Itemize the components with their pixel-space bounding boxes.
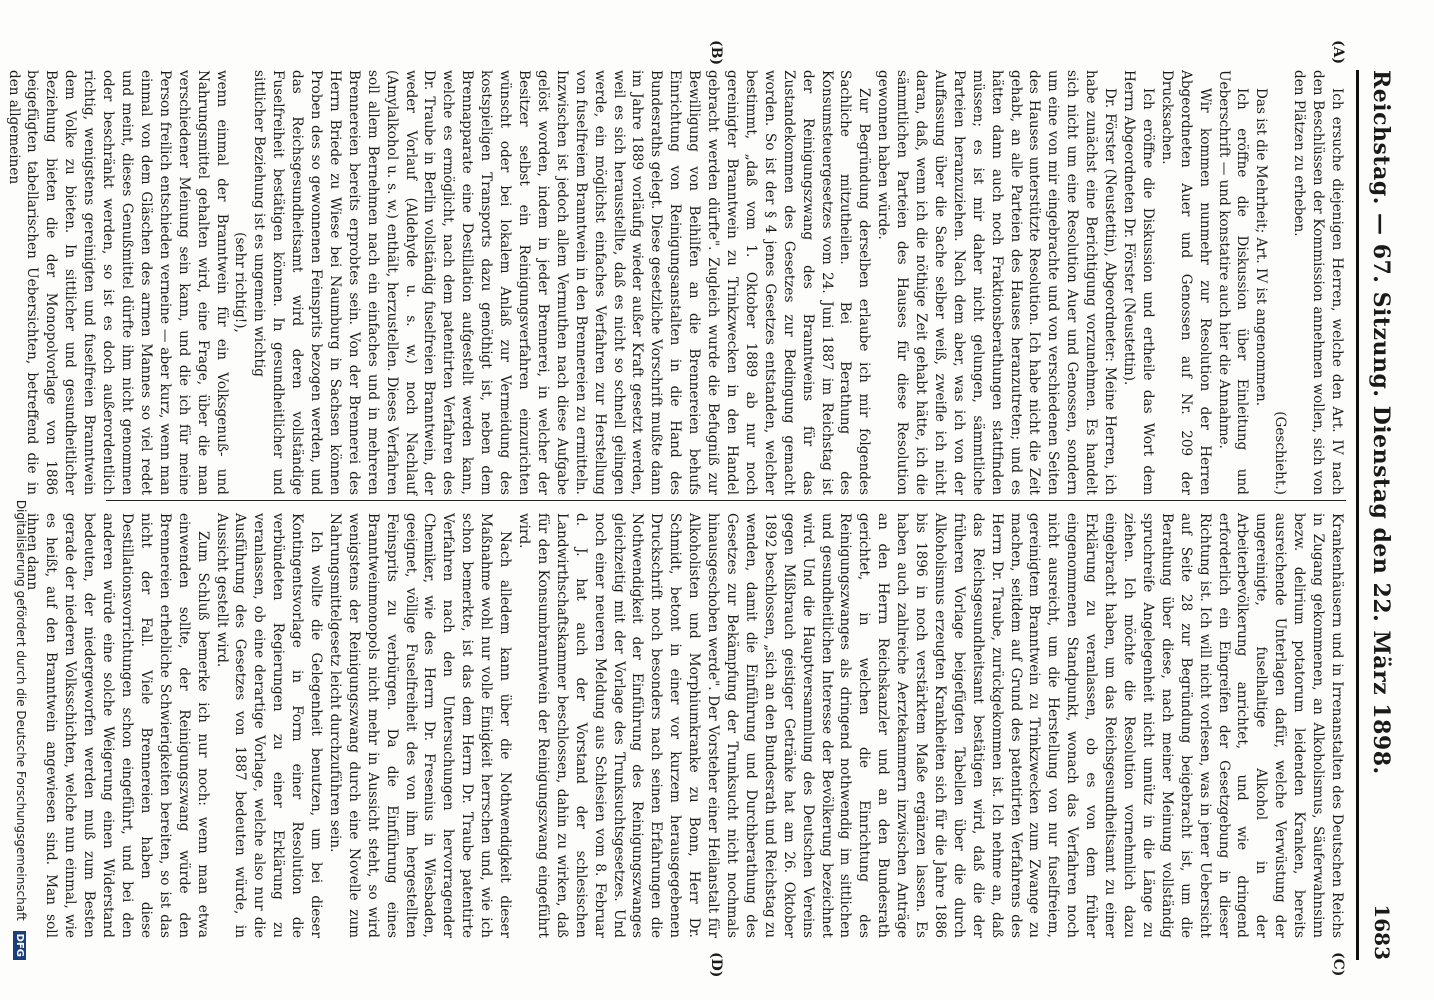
paragraph: wenn einmal der Branntwein für ein Volksgenuß- und Nahrungsmittel gehalten wird, eine Frage, über die man verschiedener Meinung sein kann, und die ich für meine Person freilich entschieden verneine — aber kurz, wenn man einmal von dem Gläschen des armen Mannes so viel redet und meint, dieses Genußmittel dürfte ihm nicht genommen oder beschränkt werden, so ist es doch außerordentlich richtig, wenigstens gereinigten und fuselfreien Branntwein dem Volke zu bieten. In sittlicher und gesundheitlicher Beziehung bieten die der Monopolvorlage von 1886 beigefügten tabellarischen Uebersichten, betreffend die in den allgemeinen — [5, 70, 230, 495]
header-rule — [1356, 70, 1359, 960]
paragraph: Das ist die Mehrheit; Art. IV ist angenommen. — [1253, 88, 1270, 407]
margin-marker-c: (C) — [1330, 952, 1346, 977]
dfg-logo-icon: DFG — [13, 931, 26, 960]
right-column — [23, 513, 1346, 938]
margin-marker-d: (D) — [708, 952, 724, 978]
column-divider — [106, 500, 1346, 501]
paragraph: Wir kommen nunmehr zur Resolution der Herren Abgeordneten Auer und Genossen auf Nr. 209 der Drucksachen. — [1158, 70, 1213, 495]
running-title: Reichstag. — 67. Sitzung. Dienstag den 22. März 1898. — [1368, 70, 1394, 775]
paragraph: Nach alledem kann über die Nothwendigkeit dieser Maßnahme wohl nur volle Einigkeit herrschen und, wie ich schon bemerkte, ist das dem Herrn Dr. Traube patentirte Verfahren nach den Untersuchungen hervorragender Chemiker, wie des Herrn Dr. Fresenius in Wiesbaden, geeignet, völlige Fuselfreiheit des von ihm hergestellten Feinsprits zu verbürgen. Da die Einführung eines Branntweinmonopols nicht mehr in Aussicht steht, so wird wenigstens der Reinigungszwang durch eine Novelle zum Nahrungsmittelgesetz leicht durchzuführen sein. — [326, 513, 514, 938]
funding-note — [13, 500, 28, 960]
margin-marker-b: (B) — [708, 40, 724, 66]
margin-marker-a: (A) — [1330, 40, 1346, 65]
paragraph: Ich eröffne die Diskussion und ertheile das Wort dem Herrn Abgeordneten Dr. Förster (Neustettin). — [1121, 70, 1156, 495]
stage-direction: (Geschieht.) — [1272, 411, 1289, 495]
left-column — [4, 70, 1346, 495]
paragraph: Krankenhäusern und in Irrenanstalten des Deutschen Reichs in Zugang gekommenen, an Alkoholismus, Säuferwahnsinn bezw. delirium potatorum leidenden Kranken, bereits ausreichende Unterlagen dafür, welche Verwüstung der ungereinigte, fuselhaltige Alkohol in der Arbeiterbevölkerung anrichtet, und wie dringend erforderlich ein Eingreifen der Gesetzgebung in dieser Richtung ist. Ich will nicht vorlesen, was in jener Uebersicht auf Seite 28 zur Begründung beigebracht ist, um die Berathung über diese, nach meiner Meinung vollständig spruchreife Angelegenheit nicht unnütz in die Länge zu ziehen. Ich möchte die Resolution vornehmlich dazu eingebracht haben, um das Reichsgesundheitsamt zu einer Erklärung zu veranlassen, ob es von dem früher eingenommenen Standpunkt, wonach das Verfahren noch nicht ausreicht, um die Herstellung von nur fuselfreiem, gereinigtem Branntwein zu Trinkzwecken zum Zwange zu machen, seitdem auf Grund des patentirten Verfahrens des Herrn Dr. Traube, zurückgekommen ist. Ich nehme an, daß das Reichsgesundheitsamt bestätigen wird, daß die der früheren Vorlage beigefügten Tabellen über die durch Alkoholismus erzeugten Krankheiten sich für die Jahre 1886 bis 1896 in noch verstärktem Maße ergänzen lassen. Es haben auch zahlreiche Aerztekammern inzwischen Anträge an den Herrn Reichskanzler und an den Bundesrath gerichtet, in welchen die Einrichtung des Reinigungszwanges als dringend nothwendig im sittlichen und gesundheitlichen Interesse der Bevölkerung bezeichnet wird. Und die Hauptversammlung des Deutschen Vereins gegen Mißbrauch geistiger Getränke hat am 26. Oktober 1892 beschlossen, „sich an den Bundesrath und Reichstag zu wenden, damit die Einführung und Durchberathung des Gesetzes zur Bekämpfung der Trunksucht nicht nochmals hinausgeschoben werde". Der Vorsteher einer Heilanstalt für Alkoholisten und Morphiumkranke zu Bonn, Herr Dr. Schmidt, betont in einer vor kurzem herausgegebenen Druckschrift noch besonders nach seinen Erfahrungen die Nothwendigkeit der Einführung des Reinigungszwanges gleichzeitig mit der Vorlage des Trunksuchtsgesetzes. Und noch einer neueren Meldung aus Schlesien vom 8. Februar d. J. hat auch der Vorstand der schlesischen Landwirthschaftskammer beschlossen, dahin zu wirken, daß für den Konsumbranntwein der Reinigungszwang eingeführt wird. — [516, 513, 1345, 938]
paragraph: Zur Begründung derselben erlaube ich mir folgendes Sachliche mitzutheilen. Bei Berathung des Konsumsteuergesetzes vom 24. Juni 1887 im Reichstag ist der Reinigungszwang des Branntweins für das Zustandekommen des Gesetzes zur Bedingung gemacht worden. So ist der § 4 jenes Gesetzes entstanden, welcher bestimmt, „daß vom 1. Oktober 1889 ab nur noch gereinigter Branntwein zu Trinkzwecken in den Handel gebracht werden dürfte". Zugleich wurde die Befugniß zur Bewilligung von Beihilfen an die Brennereien behufs Einrichtung von Reinigungsanstalten in die Hand des Bundesraths gelegt. Diese gesetzliche Vorschrift mußte dann im Jahre 1889 vorläufig wieder außer Kraft gesetzt werden, weil es sich herausstellte, daß es nicht so schnell gelingen werde, ein möglichst einfaches Verfahren zur Herstellung von fuselfreiem Branntwein in den Brennereien zu ermitteln. Inzwischen ist jedoch allem Vermuthen nach diese Aufgabe gelöst worden, indem in jeder Brennerei, in welcher der Besitzer selbst ein Reinigungsverfahren einzurichten wünscht oder bei lokalem Anlaß zur Vermeidung des kostspieligen Transports dazu genöthigt ist, neben dem Brennapparate eine Destillation aufgestellt werden kann, welche es ermöglicht, nach dem patentirten Verfahren des Dr. Traube in Berlin vollständig fuselfreien Branntwein, der weder Vorlauf (Aldehyde u. s. w.) noch Nachlauf (Amylalkohol u. s. w.) enthält, herzustellen. Dieses Verfahren soll allem Bernehmen nach ein einfaches und in mehreren Brennereien bereits erprobtes sein. Von der Brennerei des Herrn Briede zu Wiese bei Naumburg in Sachsen können Proben des so gewonnenen Feinsprits bezogen werden, und das Reichsgesundheitsamt wird deren vollständige Fuselfreiheit bestätigen können. In gesundheitlicher und sittlicher Beziehung ist es ungemein wichtig — [251, 70, 873, 495]
paragraph: Ich eröffne die Diskussion über Einleitung und Ueberschrift — und konstatire auch hier die Annahme. — [1215, 70, 1251, 495]
page-footer — [4, 0, 34, 1000]
paragraph: Dr. Förster (Neustettin), Abgeordneter: Meine Herren, ich habe zunächst eine Berichtigung vorzunehmen. Es handelt sich nicht um eine Resolution Auer und Genossen, sondern um eine von mir eingebrachte und von verschiedenen Seiten des Hauses unterstützte Resolution. Ich habe nicht die Zeit gehabt, an alle Parteien des Hauses heranzutreten; und es hätten dann auch noch Fraktionsberathungen stattfinden müssen; es ist mir daher nicht gelungen, sämmtliche Parteien heranzuziehen. Nach dem aber, was ich von der Auffassung über die Sache selber weiß, zweifle ich nicht daran, daß, wenn ich die nöthige Zeit gehabt hätte, ich die sämmtlichen Parteien des Hauses für diese Resolution gewonnen haben würde. — [875, 70, 1119, 495]
stage-direction: (sehr richtig!), — [232, 232, 249, 333]
paragraph: Ich wollte die Gelegenheit benutzen, um bei dieser Kontingentsvorlage in Form einer Resolution die verbündeten Regierungen zu einer Erklärung zu veranlassen, ob eine derartige Vorlage, welche also nur die Ausführung des Gesetzes von 1887 bedeuten würde, in Aussicht gestellt wird. — [213, 513, 325, 938]
funding-text: Digitalisierung gefördert durch die Deutsche Forschungsgemeinschaft — [14, 499, 28, 921]
page-number: 1683 — [1370, 904, 1394, 960]
paragraph: Ich ersuche diejenigen Herren, welche den Art. IV nach den Beschlüssen der Kommission annehmen wollen, sich von den Plätzen zu erheben. — [1291, 70, 1345, 495]
paragraph: Zum Schluß bemerke ich nur noch: wenn man etwa einwenden sollte, der Reinigungszwang würde den Brennereien erhebliche Schwierigkeiten bereiten, so ist das nicht der Fall. Viele Brennereien haben diese Destillationsvorrichtungen schon eingeführt, und bei den anderen würde eine solche Weigerung einen Widerstand bedeuten, der niedergeworfen werden muß zum Besten gerade der niederen Volksschichten, welche nun einmal, wie es heißt, auf den Branntwein angewiesen sind. Man soll ihnen dann — [24, 513, 211, 938]
page-header — [1364, 70, 1394, 960]
